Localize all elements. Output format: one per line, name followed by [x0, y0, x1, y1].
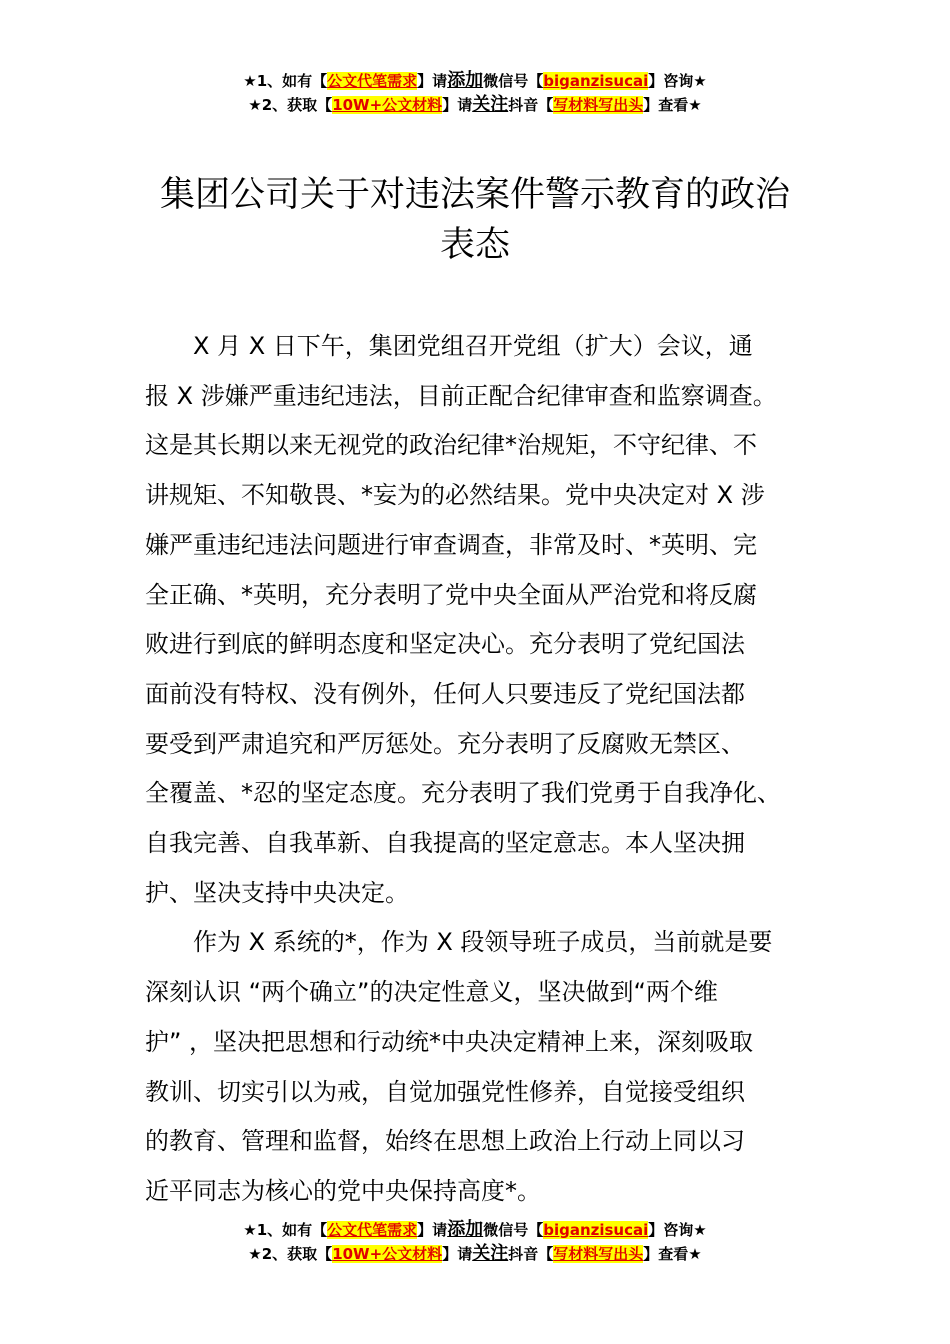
text-line: 报 X 涉嫌严重违纪违法，目前正配合纪律审查和监察调查。 — [145, 381, 777, 410]
text-line: 嫌严重违纪违法问题进行审查调查，非常及时、*英明、完 — [145, 530, 757, 559]
text-line: 护” ，坚决把思想和行动统*中央决定精神上来，深刻吸取 — [145, 1027, 754, 1056]
promo-banner-bottom — [0, 1218, 950, 1266]
douyin-id: 写材料写出头 — [553, 1245, 644, 1263]
highlight: 10W+公文材料 — [332, 1245, 443, 1263]
text-line: X 月 X 日下午，集团党组召开党组（扩大）会议，通 — [145, 332, 753, 360]
text: 】请 — [442, 96, 473, 114]
text: 】查看★ — [643, 1245, 702, 1263]
text: 】查看★ — [643, 96, 702, 114]
text-line: 近平同志为核心的党中央保持高度*。 — [145, 1176, 541, 1205]
underlined-text: 添加 — [447, 1219, 484, 1240]
document-title — [0, 170, 950, 270]
underlined-text: 添加 — [447, 70, 484, 91]
text-line: 深刻认识 “两个确立”的决定性意义，坚决做到“两个维 — [145, 978, 718, 1007]
text: ★1、如有【 — [243, 72, 328, 90]
text: 】请 — [417, 1221, 448, 1239]
text-line: 全覆盖、*忍的坚定态度。充分表明了我们党勇于自我净化、 — [145, 779, 781, 808]
text: 】咨询★ — [648, 72, 707, 90]
highlight: 公文代笔需求 — [327, 1221, 418, 1239]
text: 】请 — [442, 1245, 473, 1263]
promo-row-1 — [0, 69, 950, 93]
text-line: 败进行到底的鲜明态度和坚定决心。充分表明了党纪国法 — [145, 630, 745, 659]
wechat-id: biganzisucai — [543, 72, 649, 90]
highlight: 10W+公文材料 — [332, 96, 443, 114]
promo-row-2 — [0, 93, 950, 117]
text: ★2、获取【 — [248, 96, 333, 114]
text-line: 护、坚决支持中央决定。 — [145, 878, 409, 907]
text-line: 作为 X 系统的*，作为 X 段领导班子成员，当前就是要 — [145, 928, 773, 957]
text-line: 自我完善、自我革新、自我提高的坚定意志。本人坚决拥 — [145, 829, 745, 858]
text: 抖音【 — [508, 1245, 554, 1263]
text-line: 讲规矩、不知敬畏、*妄为的必然结果。党中央决定对 X 涉 — [145, 481, 765, 510]
underlined-text: 关注 — [472, 94, 509, 115]
highlight: 公文代笔需求 — [327, 72, 418, 90]
promo-banner-top — [0, 69, 950, 117]
text-line: 的教育、管理和监督，始终在思想上政治上行动上同以习 — [145, 1127, 745, 1156]
text: 微信号【 — [483, 1221, 544, 1239]
underlined-text: 关注 — [472, 1243, 509, 1264]
wechat-id: biganzisucai — [543, 1221, 649, 1239]
text: ★2、获取【 — [248, 1245, 333, 1263]
promo-row-2 — [0, 1242, 950, 1266]
title-line: 表态 — [439, 225, 510, 265]
text-line: 要受到严肃追究和严厉惩处。充分表明了反腐败无禁区、 — [145, 729, 745, 758]
paragraph — [145, 918, 845, 1216]
douyin-id: 写材料写出头 — [553, 96, 644, 114]
text: 微信号【 — [483, 72, 544, 90]
text: 】咨询★ — [648, 1221, 707, 1239]
text: ★1、如有【 — [243, 1221, 328, 1239]
text: 抖音【 — [508, 96, 554, 114]
text-line: 面前没有特权、没有例外，任何人只要违反了党纪国法都 — [145, 679, 745, 708]
paragraph — [145, 322, 845, 918]
text-line: 这是其长期以来无视党的政治纪律*治规矩，不守纪律、不 — [145, 431, 757, 460]
text-line: 全正确、*英明，充分表明了党中央全面从严治党和将反腐 — [145, 580, 757, 609]
document-body — [145, 322, 845, 1217]
promo-row-1 — [0, 1218, 950, 1242]
text-line: 教训、切实引以为戒，自觉加强党性修养，自觉接受组织 — [145, 1077, 745, 1106]
title-line: 集团公司关于对违法案件警示教育的政治 — [159, 175, 790, 215]
text: 】请 — [417, 72, 448, 90]
